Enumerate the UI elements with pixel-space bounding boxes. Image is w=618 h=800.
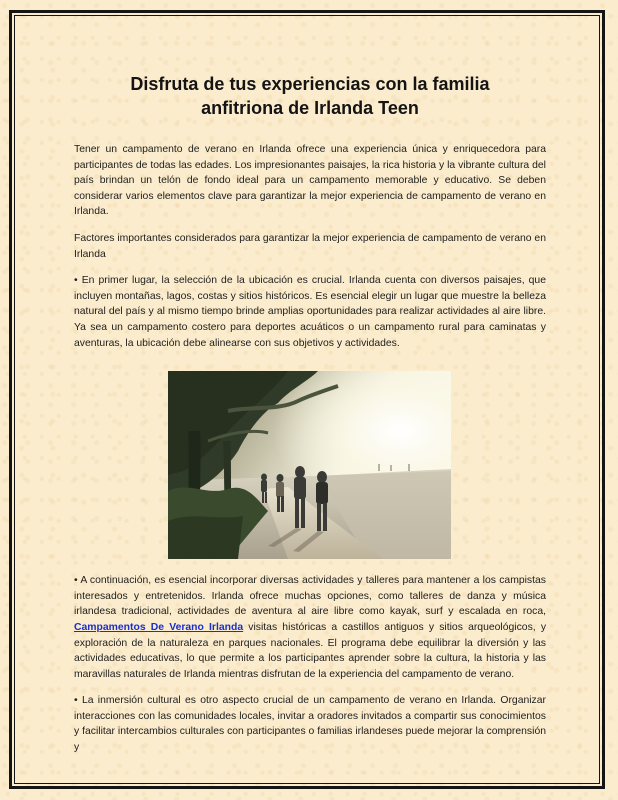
- activities-paragraph: [74, 573, 546, 682]
- page-title: Disfruta de tus experiencias con la familia anfitriona de Irlanda Teen: [130, 74, 490, 118]
- activities-text-after: visitas históricas a castillos antiguos y sitios arqueológicos, y exploración de la naturaleza en parques nacionales. El programa debe equilibrar la diversión y las actividades educativas, lo que permite a los participantes aprender sobre la cultura, la historia y las maravillas naturales de Irlanda mientras disfrutan de la experiencia del campamento de verano.: [74, 621, 547, 680]
- location-paragraph: • En primer lugar, la selección de la ubicación es crucial. Irlanda cuenta con diversos paisajes, que incluyen montañas, lagos, costas y sitios históricos. Es esencial elegir un lugar que muestre la belleza natural del país y al mismo tiempo brinde amplias oportunidades para realizar actividades al aire libre. Ya sea un campamento costero para deportes acuáticos o un campamento rural para caminatas y aventuras, la ubicación debe alinearse con sus objetivos y actividades.: [74, 275, 546, 349]
- document-body: [74, 72, 546, 756]
- beach-walk-photo: [168, 371, 451, 559]
- cultural-paragraph: • La inmersión cultural es otro aspecto crucial de un campamento de verano en Irlanda. Organizar interacciones con las comunidades locales, invitar a oradores invitados a compartir sus conocimientos y facilitar intercambios culturales con participantes o familias irlandeses puede mejorar la comprensión y: [74, 695, 546, 754]
- intro-paragraph: Tener un campamento de verano en Irlanda ofrece una experiencia única y enriquecedora para participantes de todas las edades. Los impresionantes paisajes, la rica historia y la vibrante cultura del país brindan un telón de fondo ideal para un campamento memorable y educativo. Se deben considerar varios elementos clave para garantizar la mejor experiencia de campamento de verano en Irlanda.: [74, 144, 546, 218]
- campamentos-link[interactable]: Campamentos De Verano Irlanda: [74, 621, 244, 633]
- factors-paragraph: Factores importantes considerados para garantizar la mejor experiencia de campamento de verano en Irlanda: [74, 232, 546, 260]
- activities-text-before: • A continuación, es esencial incorporar diversas actividades y talleres para mantener a los campistas interesados y entretenidos. Irlanda ofrece muchas opciones, como talleres de danza y música irlandesa tradicional, actividades de aventura al aire libre como kayak, surf y escalada en roca,: [74, 575, 546, 618]
